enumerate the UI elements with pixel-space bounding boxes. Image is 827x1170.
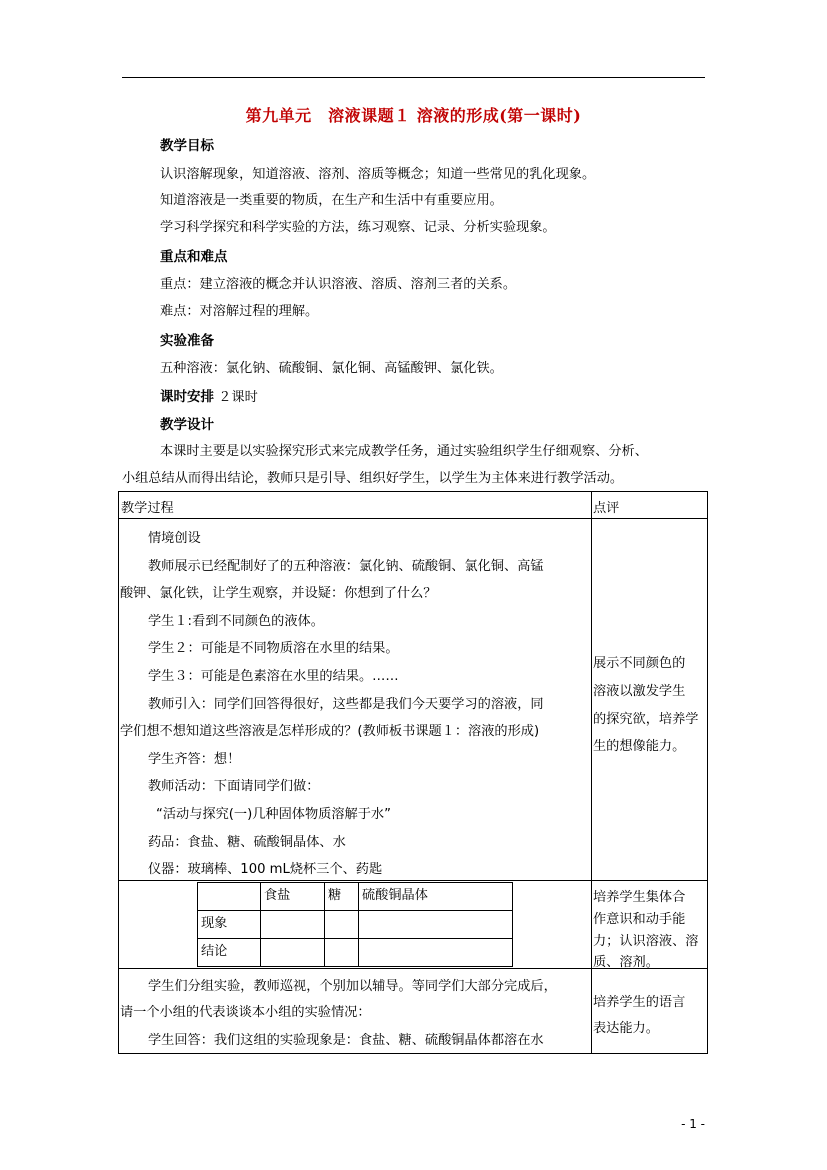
inner-cell <box>358 910 513 939</box>
row3-line: 请一个小组的代表谈谈本小组的实验情况： <box>120 1005 371 1020</box>
row3-comment: 培养学生的语言 <box>593 995 686 1010</box>
row1-line: “活动与探究(一)几种固体物质溶解于水” <box>156 807 391 822</box>
row3-comment-cell <box>591 968 708 1054</box>
prep-text: 五种溶液：氯化钠、硫酸铜、氯化铜、高锰酸钾、氯化铁。 <box>160 361 503 376</box>
header-rule <box>122 77 705 78</box>
row1-line: 学生１:看到不同颜色的液体。 <box>148 614 324 629</box>
page-number: - 1 - <box>681 1117 705 1131</box>
inner-cell <box>358 938 513 967</box>
row1-line: 仪器：玻璃棒、100 mL烧杯三个、药匙 <box>148 862 383 877</box>
goals-heading: 教学目标 <box>160 138 214 154</box>
table-header-comment: 点评 <box>593 501 620 516</box>
inner-cell <box>260 910 325 939</box>
row2-comment: 作意识和动手能 <box>593 912 686 927</box>
row1-line: 学生２：可能是不同物质溶在水里的结果。 <box>148 641 399 656</box>
key-heading: 重点和难点 <box>160 249 228 265</box>
prep-heading: 实验准备 <box>160 333 214 349</box>
inner-header-cell: 硫酸铜晶体 <box>358 882 513 911</box>
schedule-value: ２课时 <box>218 390 258 405</box>
row2-comment: 培养学生集体合 <box>593 890 686 905</box>
row1-line: 学生３：可能是色素溶在水里的结果。…… <box>148 669 399 684</box>
row3-comment: 表达能力。 <box>593 1021 659 1036</box>
row1-line: 学们想不想知道这些溶液是怎样形成的？(教师板书课题１：溶液的形成) <box>120 724 540 739</box>
row1-comment: 的探究欲，培养学 <box>593 712 699 727</box>
row1-line: 药品：食盐、糖、硫酸铜晶体、水 <box>148 835 346 850</box>
row1-line: 酸钾、氯化铁，让学生观察，并设疑：你想到了什么？ <box>120 586 437 601</box>
row1-comment: 展示不同颜色的 <box>593 656 686 671</box>
key-point: 难点：对溶解过程的理解。 <box>160 304 319 319</box>
schedule-line <box>160 385 258 405</box>
inner-cell <box>324 910 359 939</box>
design-text: 本课时主要是以实验探究形式来完成教学任务，通过实验组织学生仔细观察、分析、 <box>160 444 648 459</box>
table-header-process: 教学过程 <box>121 501 174 516</box>
inner-row-label: 结论 <box>197 938 261 967</box>
inner-header-cell: 糖 <box>324 882 359 911</box>
inner-row-label: 现象 <box>197 910 261 939</box>
schedule-heading: 课时安排 <box>160 389 214 405</box>
row1-comment-cell <box>591 518 708 881</box>
row1-line: 教师引入：同学们回答得很好，这些都是我们今天要学习的溶液，同 <box>148 697 544 712</box>
inner-header-cell: 食盐 <box>260 882 325 911</box>
inner-cell <box>324 938 359 967</box>
key-point: 重点：建立溶液的概念并认识溶液、溶质、溶剂三者的关系。 <box>160 277 517 292</box>
page-title: 第九单元 溶液课题１ 溶液的形成(第一课时) <box>245 106 582 125</box>
inner-cell <box>260 938 325 967</box>
row2-comment: 质、溶剂。 <box>593 955 659 970</box>
row1-comment: 生的想像能力。 <box>593 739 686 754</box>
inner-header-cell <box>197 882 261 911</box>
row1-line: 学生齐答：想！ <box>148 752 241 767</box>
goal-item: 学习科学探究和科学实验的方法，练习观察、记录、分析实验现象。 <box>160 220 556 235</box>
observation-table <box>197 882 513 967</box>
table-header-process-cell <box>118 491 592 519</box>
row1-line: 教师活动：下面请同学们做： <box>148 779 320 794</box>
goal-item: 认识溶解现象，知道溶液、溶剂、溶质等概念；知道一些常见的乳化现象。 <box>160 167 596 182</box>
row1-comment: 溶液以激发学生 <box>593 684 686 699</box>
row3-line: 学生回答：我们这组的实验现象是：食盐、糖、硫酸铜晶体都溶在水 <box>148 1033 544 1048</box>
row3-line: 学生们分组实验，教师巡视，个别加以辅导。等同学们大部分完成后， <box>148 979 557 994</box>
design-heading: 教学设计 <box>160 417 214 433</box>
row2-comment: 力；认识溶液、溶 <box>593 934 699 949</box>
row1-line: 情境创设 <box>148 531 201 546</box>
design-text: 小组总结从而得出结论，教师只是引导、组织好学生，以学生为主体来进行教学活动。 <box>122 471 624 486</box>
row1-line: 教师展示已经配制好了的五种溶液：氯化钠、硫酸铜、氯化铜、高锰 <box>148 559 544 574</box>
goal-item: 知道溶液是一类重要的物质，在生产和生活中有重要应用。 <box>160 193 503 208</box>
